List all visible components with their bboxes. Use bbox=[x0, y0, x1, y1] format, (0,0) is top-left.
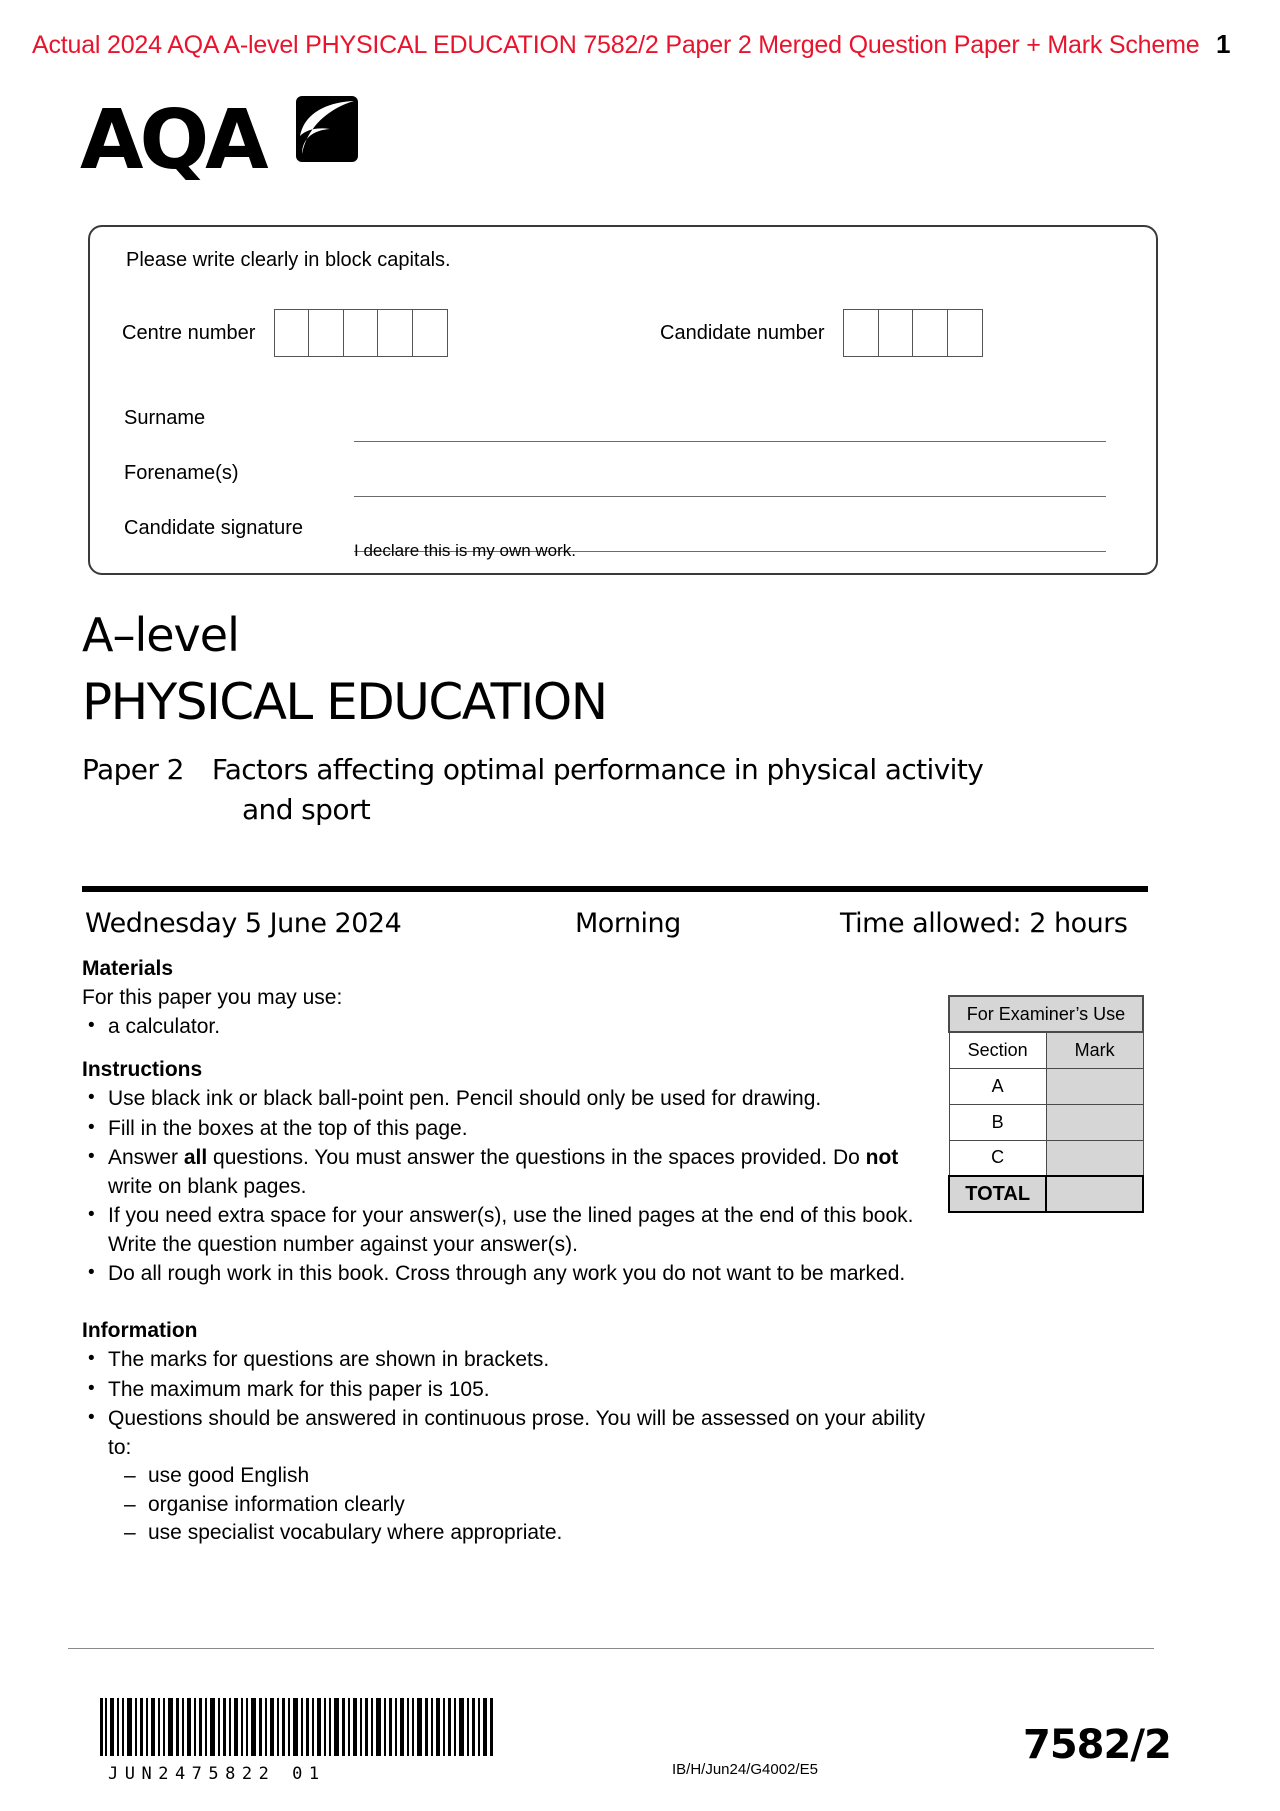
list-item: • The marks for questions are shown in brackets. bbox=[82, 1346, 927, 1375]
forename-field[interactable] bbox=[124, 452, 1124, 504]
qualification-level: A–level bbox=[82, 608, 239, 662]
table-row bbox=[949, 1104, 1143, 1140]
instructions-heading: Instructions bbox=[82, 1057, 203, 1081]
table-row bbox=[949, 1068, 1143, 1104]
section-c-label: C bbox=[949, 1140, 1046, 1176]
section-c-mark[interactable] bbox=[1046, 1140, 1143, 1176]
paper-title-block bbox=[82, 608, 1182, 830]
surname-field[interactable] bbox=[124, 397, 1124, 449]
exam-time-allowed: Time allowed: 2 hours bbox=[840, 908, 1128, 939]
table-row bbox=[949, 1176, 1143, 1212]
paper-subtitle bbox=[82, 750, 1182, 830]
declaration-text: I declare this is my own work. bbox=[354, 541, 577, 560]
paper-instructions-body bbox=[82, 955, 927, 1548]
aqa-leaf-icon bbox=[296, 96, 358, 162]
information-sub-list bbox=[108, 1462, 927, 1548]
for-examiners-use-table bbox=[948, 995, 1144, 1213]
total-label: TOTAL bbox=[949, 1176, 1046, 1212]
centre-number-cell[interactable] bbox=[412, 309, 448, 357]
candidate-number-boxes[interactable] bbox=[845, 309, 983, 357]
paper-code: 7582/2 bbox=[1023, 1722, 1171, 1768]
candidate-details-box bbox=[88, 225, 1158, 575]
candidate-number-cell[interactable] bbox=[947, 309, 983, 357]
table-row bbox=[949, 1032, 1143, 1068]
list-item bbox=[82, 1405, 927, 1548]
materials-intro: For this paper you may use: bbox=[82, 985, 343, 1009]
exam-info-line bbox=[85, 908, 1150, 939]
exam-session: Morning bbox=[575, 908, 681, 939]
sub-list-item: – organise information clearly bbox=[124, 1491, 927, 1520]
instructions-list bbox=[82, 1085, 927, 1289]
information-item-text: Questions should be answered in continuous prose. You will be assessed on your ability to: bbox=[108, 1407, 926, 1459]
paper-title-line-2: and sport bbox=[242, 793, 371, 826]
candidate-signature-field[interactable] bbox=[124, 507, 1124, 559]
list-item: • If you need extra space for your answer(s), use the lined pages at the end of this book. Write the question number against your answer(s). bbox=[82, 1202, 927, 1259]
centre-number-cell[interactable] bbox=[377, 309, 413, 357]
table-row bbox=[949, 996, 1143, 1032]
footer-divider bbox=[68, 1648, 1154, 1649]
candidate-number-field[interactable] bbox=[660, 309, 983, 357]
barcode-icon bbox=[98, 1698, 498, 1756]
candidate-number-cell[interactable] bbox=[843, 309, 879, 357]
centre-number-cell[interactable] bbox=[343, 309, 379, 357]
materials-list bbox=[82, 1013, 927, 1042]
list-item: • Fill in the boxes at the top of this page. bbox=[82, 1115, 927, 1144]
instr-part-e: write on blank pages. bbox=[108, 1174, 307, 1198]
section-a-label: A bbox=[949, 1068, 1046, 1104]
instr-bold-not: not bbox=[865, 1146, 899, 1169]
paper-number: Paper 2 bbox=[82, 753, 184, 786]
information-heading: Information bbox=[82, 1318, 198, 1342]
ib-reference-code: IB/H/Jun24/G4002/E5 bbox=[672, 1761, 818, 1778]
barcode bbox=[98, 1698, 498, 1784]
forename-label: Forename(s) bbox=[124, 462, 239, 484]
examiner-table-title: For Examiner’s Use bbox=[949, 996, 1143, 1032]
column-header-mark: Mark bbox=[1046, 1032, 1143, 1068]
page-banner-title: Actual 2024 AQA A-level PHYSICAL EDUCATION 7582/2 Paper 2 Merged Question Paper + Mark Scheme bbox=[32, 31, 1200, 59]
aqa-wordmark: AQA bbox=[80, 93, 265, 188]
centre-number-field[interactable] bbox=[122, 309, 448, 357]
candidate-number-cell[interactable] bbox=[912, 309, 948, 357]
paper-title-line-1: Factors affecting optimal performance in physical activity bbox=[211, 753, 984, 786]
surname-input-line[interactable] bbox=[354, 441, 1106, 442]
materials-heading: Materials bbox=[82, 957, 174, 980]
surname-label: Surname bbox=[124, 407, 206, 429]
list-item: • The maximum mark for this paper is 105. bbox=[82, 1376, 927, 1405]
centre-number-cell[interactable] bbox=[274, 309, 310, 357]
exam-date: Wednesday 5 June 2024 bbox=[85, 908, 402, 939]
section-a-mark[interactable] bbox=[1046, 1068, 1143, 1104]
forename-input-line[interactable] bbox=[354, 496, 1106, 497]
total-mark[interactable] bbox=[1046, 1176, 1143, 1212]
candidate-number-label: Candidate number bbox=[660, 321, 825, 344]
barcode-text: JUN2475822 01 bbox=[108, 1764, 326, 1784]
block-capitals-note: Please write clearly in block capitals. bbox=[126, 249, 451, 271]
sub-list-item: – use specialist vocabulary where appropriate. bbox=[124, 1519, 927, 1548]
title-divider bbox=[82, 886, 1148, 892]
instr-bold-all: all bbox=[183, 1146, 208, 1169]
candidate-signature-label: Candidate signature bbox=[124, 517, 304, 539]
candidate-number-cell[interactable] bbox=[878, 309, 914, 357]
list-item: • a calculator. bbox=[82, 1013, 927, 1042]
column-header-section: Section bbox=[949, 1032, 1046, 1068]
section-b-mark[interactable] bbox=[1046, 1104, 1143, 1140]
sub-list-item: – use good English bbox=[124, 1462, 927, 1491]
list-item bbox=[82, 1144, 927, 1201]
aqa-logo bbox=[80, 93, 360, 188]
list-item: • Use black ink or black ball-point pen. Pencil should only be used for drawing. bbox=[82, 1085, 927, 1114]
list-item: • Do all rough work in this book. Cross through any work you do not want to be marked. bbox=[82, 1260, 927, 1289]
centre-number-boxes[interactable] bbox=[275, 309, 448, 357]
centre-number-cell[interactable] bbox=[308, 309, 344, 357]
table-row bbox=[949, 1140, 1143, 1176]
instr-part-a: Answer bbox=[108, 1146, 184, 1169]
subject-title: PHYSICAL EDUCATION bbox=[82, 673, 607, 731]
information-list bbox=[82, 1346, 927, 1548]
page-number: 1 bbox=[1216, 29, 1231, 59]
section-b-label: B bbox=[949, 1104, 1046, 1140]
centre-number-label: Centre number bbox=[122, 321, 256, 344]
instr-part-c: questions. You must answer the questions in the spaces provided. Do bbox=[207, 1146, 866, 1169]
